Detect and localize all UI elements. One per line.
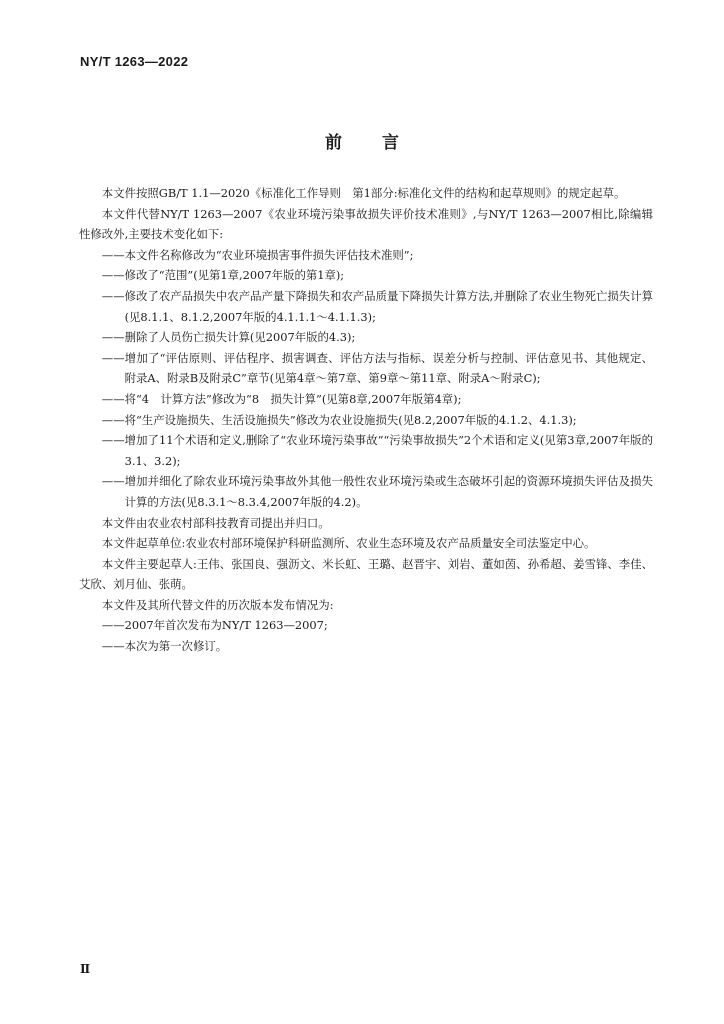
change-item: ——修改了农产品损失中农产品产量下降损失和农产品质量下降损失计算方法,并删除了农业生物死亡损失计算(见8.1.1、8.1.2,2007年版的4.1.1.1～4.1.1.3); xyxy=(79,286,653,327)
change-item: ——将“生产设施损失、生活设施损失”修改为农业设施损失(见8.2,2007年版的4.1.2、4.1.3); xyxy=(79,410,653,431)
dash-mark: —— xyxy=(101,350,125,365)
history-item: ——本次为第一次修订。 xyxy=(79,636,653,657)
dash-mark: —— xyxy=(101,474,125,489)
paragraph-drafting-rules: 本文件按照GB/T 1.1—2020《标准化工作导则 第1部分:标准化文件的结构和起草规则》的规定起草。 xyxy=(101,186,626,200)
change-item: ——将“4 计算方法”修改为“8 损失计算”(见第8章,2007年版第4章); xyxy=(79,389,653,410)
paragraph-drafters: 本文件主要起草人:王伟、张国良、强沥文、米长虹、王璐、赵晋宇、刘岩、董如茵、孙希超、姜雪锋、李佳、艾欣、刘月仙、张萌。 xyxy=(79,556,653,592)
dash-mark: —— xyxy=(101,639,125,654)
dash-mark: —— xyxy=(101,433,125,448)
dash-mark: —— xyxy=(101,412,125,427)
document-number: NY/T 1263—2022 xyxy=(80,54,189,69)
dash-mark: —— xyxy=(101,288,125,303)
paragraph-history-intro: 本文件及其所代替文件的历次版本发布情况为: xyxy=(101,597,334,612)
title-char-1: 前 xyxy=(325,133,342,153)
foreword-body xyxy=(79,183,653,657)
history-item: ——2007年首次发布为NY/T 1263—2007; xyxy=(79,615,653,636)
dash-mark: —— xyxy=(101,618,125,633)
change-item: ——增加了“评估原则、评估程序、损害调查、评估方法与指标、误差分析与控制、评估意见书、其他规定、附录A、附录B及附录C”章节(见第4章～第7章、第9章～第11章、附录A～附录C); xyxy=(79,348,653,389)
change-item: ——删除了人员伤亡损失计算(见2007年版的4.3); xyxy=(79,327,653,348)
dash-mark: —— xyxy=(101,247,125,262)
change-item: ——本文件名称修改为“农业环境损害事件损失评估技术准则”; xyxy=(79,245,653,266)
change-item: ——增加了11个术语和定义,删除了“农业环境污染事故”“污染事故损失”2个术语和定义(见第3章,2007年版的3.1、3.2); xyxy=(79,430,653,471)
page-number: Ⅱ xyxy=(80,962,91,976)
paragraph-replacement: 本文件代替NY/T 1263—2007《农业环境污染事故损失评价技术准则》,与NY/T 1263—2007相比,除编辑性修改外,主要技术变化如下: xyxy=(79,206,653,242)
paragraph-proposer: 本文件由农业农村部科技教育司提出并归口。 xyxy=(101,515,330,530)
dash-mark: —— xyxy=(101,330,125,345)
paragraph-drafting-units: 本文件起草单位:农业农村部环境保护科研监测所、农业生态环境及农产品质量安全司法鉴定中心。 xyxy=(101,536,596,551)
dash-mark: —— xyxy=(101,391,125,406)
change-item: ——修改了“范围”(见第1章,2007年版的第1章); xyxy=(79,265,653,286)
title-char-2: 言 xyxy=(382,133,399,153)
dash-mark: —— xyxy=(101,268,125,283)
change-item: ——增加并细化了除农业环境污染事故外其他一般性农业环境污染或生态破坏引起的资源环境损失评估及损失计算的方法(见8.3.1～8.3.4,2007年版的4.2)。 xyxy=(79,471,653,512)
page-title xyxy=(0,128,724,153)
